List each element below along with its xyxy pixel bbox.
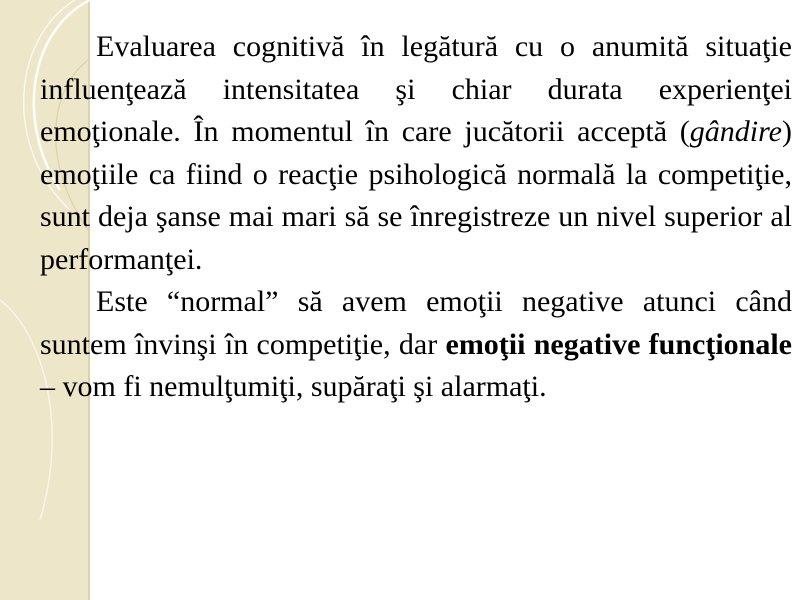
paragraph-1 [40, 26, 792, 281]
paragraph-1-text-start: Evaluarea cognitivă în legătură cu o anumită situaţie influenţează intensitatea şi chiar durata experienţei emoţionale. În momentul în care jucătorii acceptă ( [40, 30, 792, 148]
paragraph-2-text-start: Este “normal” să avem emoţii negative atunci când suntem învinşi în competiţie, dar [40, 285, 792, 361]
paragraph-2-text-end: – vom fi nemulţumiţi, supăraţi şi alarmaţi. [40, 370, 547, 403]
paragraph-1-italic-term: gândire [689, 115, 782, 148]
body-text [40, 26, 792, 409]
paragraph-2-bold-term: emoţii negative funcţionale [445, 327, 792, 361]
paragraph-2 [40, 281, 792, 409]
paragraph-1-text-end: ) emoţiile ca fiind o reacţie psihologică normală la competiţie, sunt deja şanse mai mari să se înregistreze un nivel superior al performanţei. [40, 115, 792, 276]
